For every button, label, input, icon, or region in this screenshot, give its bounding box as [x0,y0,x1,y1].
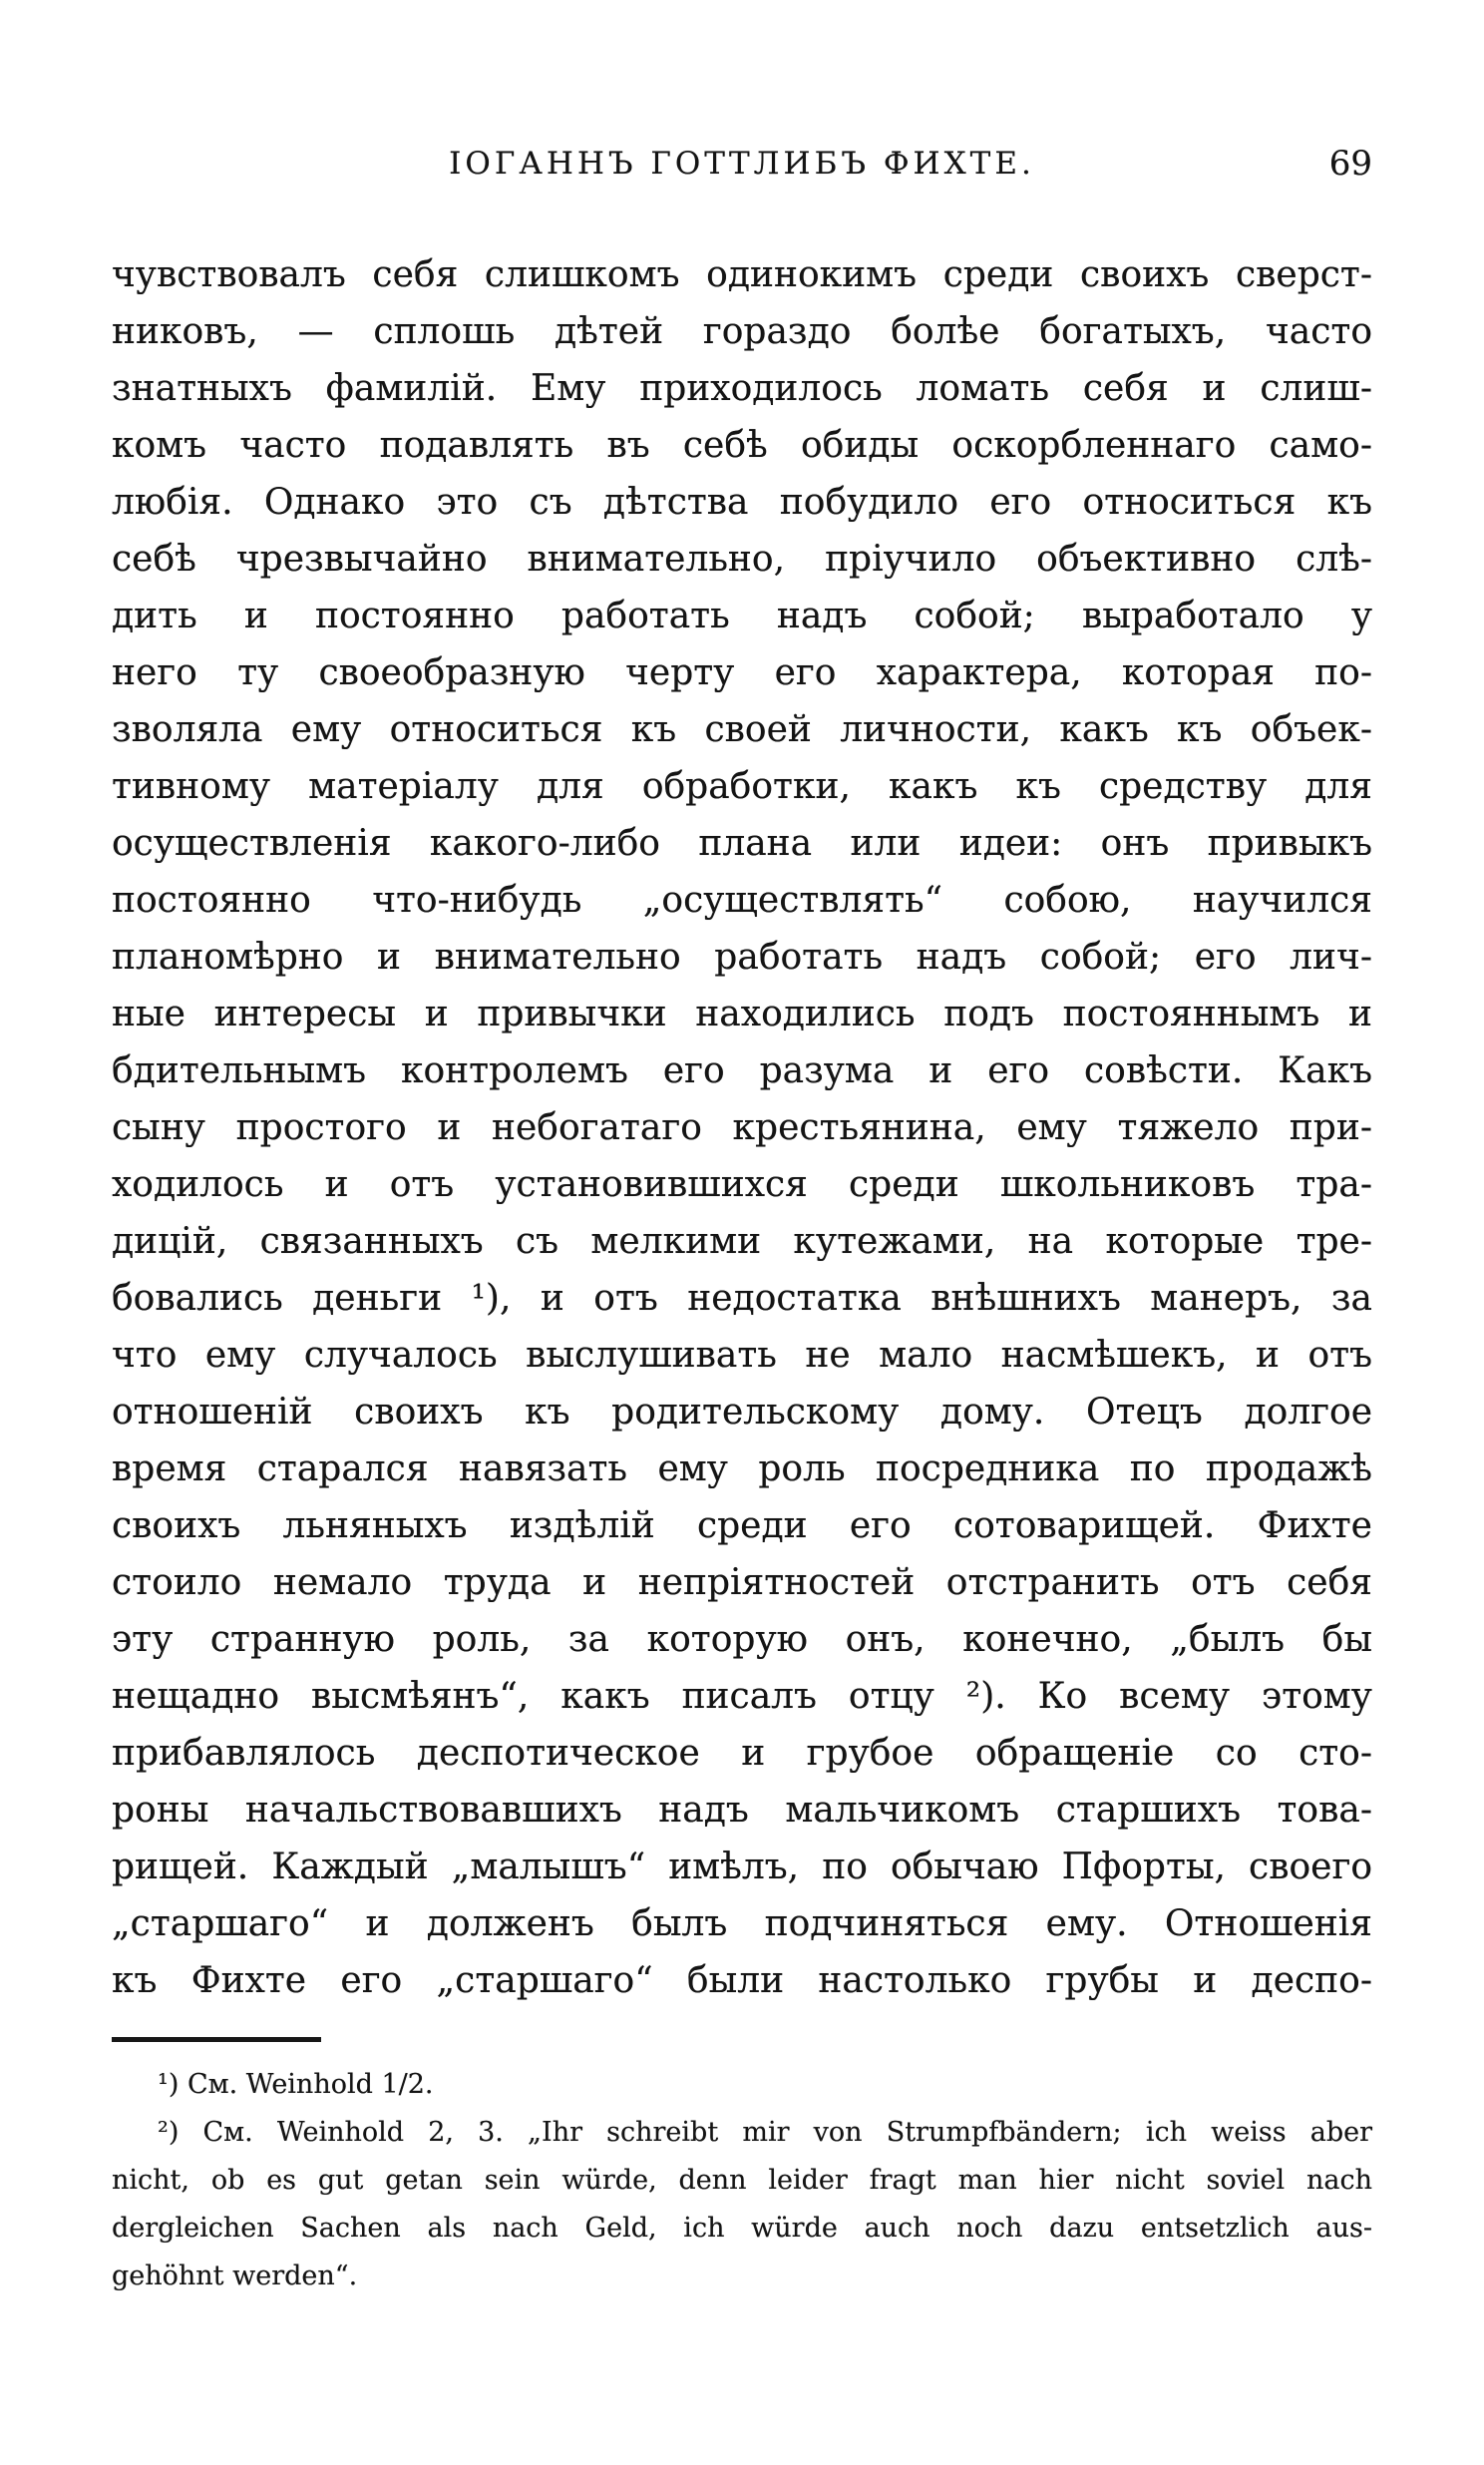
text-line: рищей. Каждый „малышъ“ имѣлъ, по обычаю Пфорты, своего [112,1847,1372,1887]
text-line: зволяла ему относиться къ своей личности, какъ къ объек- [112,709,1372,750]
text-line: къ Фихте его „старшаго“ были настолько грубы и деспо- [112,1960,1372,2001]
text-line: знатныхъ фамилій. Ему приходилось ломать себя и слиш- [112,368,1372,409]
text-line: дицій, связанныхъ съ мелкими кутежами, на которые тре- [112,1221,1372,1262]
running-header-title: ІОГАННЪ ГОТТЛИБЪ ФИХТЕ. [449,146,1035,182]
page-number: 69 [1328,144,1372,184]
text-line: ходилось и отъ установившихся среди школьниковъ тра- [112,1164,1372,1205]
footnote-line: ¹) См. Weinhold 1/2. [158,2069,434,2100]
text-line: „старшаго“ и долженъ былъ подчиняться ему. Отношенія [112,1903,1372,1944]
text-line: любія. Однако это съ дѣтства побудило его относиться къ [112,482,1372,523]
text-line: стоило немало труда и непріятностей отстранить отъ себя [112,1562,1372,1603]
text-line: постоянно что-нибудь „осуществлять“ собою, научился [112,880,1372,921]
text-line: бдительнымъ контролемъ его разума и его совѣсти. Какъ [112,1050,1372,1091]
text-line: дить и постоянно работать надъ собой; выработало у [112,596,1372,636]
running-header [112,146,1372,194]
footnote-separator [112,2037,321,2042]
text-line: планомѣрно и внимательно работать надъ собой; его лич- [112,937,1372,978]
text-line: роны начальствовавшихъ надъ мальчикомъ старшихъ това- [112,1790,1372,1831]
text-line: своихъ льняныхъ издѣлій среди его сотоварищей. Фихте [112,1505,1372,1546]
text-line: себѣ чрезвычайно внимательно, пріучило объективно слѣ- [112,539,1372,580]
text-line: что ему случалось выслушивать не мало насмѣшекъ, и отъ [112,1335,1372,1376]
footnote-line: ²) См. Weinhold 2, 3. „Ihr schreibt mir von Strumpfbändern; ich weiss aber [158,2117,1372,2148]
text-line: ные интересы и привычки находились подъ постояннымъ и [112,994,1372,1034]
text-line: него ту своеобразную черту его характера, которая по- [112,652,1372,693]
footnote-line: nicht, ob es gut getan sein würde, denn leider fragt man hier nicht soviel nach [112,2165,1372,2196]
text-line: никовъ, — сплошь дѣтей гораздо болѣе богатыхъ, часто [112,311,1372,352]
body-text [112,246,1372,2009]
footnote-line: gehöhnt werden“. [112,2260,358,2291]
footnotes [112,2061,1372,2300]
text-line: комъ часто подавлять въ себѣ обиды оскорбленнаго само- [112,425,1372,466]
text-line: осуществленія какого-либо плана или идеи: онъ привыкъ [112,823,1372,864]
text-line: сыну простого и небогатаго крестьянина, ему тяжело при- [112,1107,1372,1148]
text-line: время старался навязать ему роль посредника по продажѣ [112,1448,1372,1489]
text-line: бовались деньги ¹), и отъ недостатка внѣшнихъ манеръ, за [112,1278,1372,1319]
text-line: чувствовалъ себя слишкомъ одинокимъ среди своихъ сверст- [112,254,1372,295]
text-line: нещадно высмѣянъ“, какъ писалъ отцу ²). Ко всему этому [112,1676,1372,1717]
text-line: отношеній своихъ къ родительскому дому. Отецъ долгое [112,1392,1372,1433]
footnote-line: dergleichen Sachen als nach Geld, ich würde auch noch dazu entsetzlich aus- [112,2213,1372,2244]
text-line: прибавлялось деспотическое и грубое обращеніе со сто- [112,1733,1372,1774]
text-line: эту странную роль, за которую онъ, конечно, „былъ бы [112,1619,1372,1660]
text-line: тивному матеріалу для обработки, какъ къ средству для [112,766,1372,807]
